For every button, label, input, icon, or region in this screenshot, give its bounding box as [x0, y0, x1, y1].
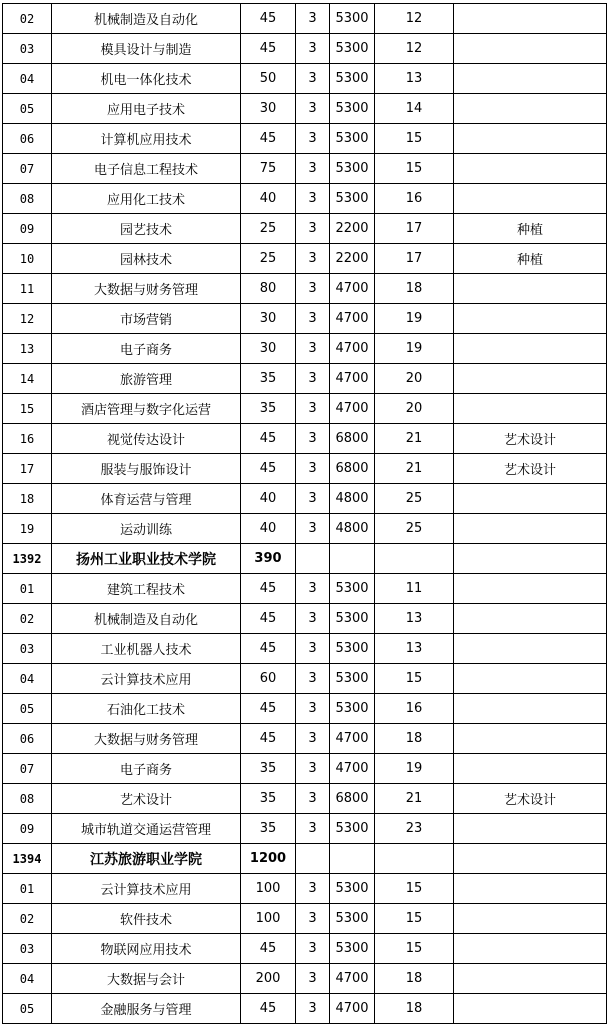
score-cell: 15	[375, 904, 454, 934]
plan-cell: 50	[241, 64, 296, 94]
years-cell: 3	[296, 604, 330, 634]
fee-cell: 5300	[330, 154, 375, 184]
code-cell: 12	[3, 304, 52, 334]
years-cell	[296, 544, 330, 574]
years-cell: 3	[296, 244, 330, 274]
fee-cell: 5300	[330, 64, 375, 94]
years-cell: 3	[296, 454, 330, 484]
name-cell: 城市轨道交通运营管理	[52, 814, 241, 844]
table-row	[3, 34, 607, 64]
fee-cell: 5300	[330, 574, 375, 604]
fee-cell: 4700	[330, 994, 375, 1024]
code-cell: 08	[3, 784, 52, 814]
table-row	[3, 814, 607, 844]
years-cell: 3	[296, 994, 330, 1024]
code-cell: 04	[3, 664, 52, 694]
note-cell	[454, 184, 607, 214]
fee-cell: 5300	[330, 874, 375, 904]
note-cell	[454, 124, 607, 154]
name-cell: 大数据与财务管理	[52, 274, 241, 304]
table-row	[3, 994, 607, 1024]
fee-cell: 6800	[330, 784, 375, 814]
plan-cell: 45	[241, 4, 296, 34]
enrollment-table	[2, 3, 607, 1024]
code-cell: 1392	[3, 544, 52, 574]
table-row	[3, 784, 607, 814]
plan-cell: 45	[241, 724, 296, 754]
table-row	[3, 964, 607, 994]
fee-cell	[330, 544, 375, 574]
fee-cell: 5300	[330, 664, 375, 694]
code-cell: 03	[3, 34, 52, 64]
table-row	[3, 514, 607, 544]
code-cell: 04	[3, 64, 52, 94]
fee-cell: 5300	[330, 934, 375, 964]
table-row	[3, 154, 607, 184]
note-cell	[454, 874, 607, 904]
name-cell: 园林技术	[52, 244, 241, 274]
code-cell: 02	[3, 4, 52, 34]
table-row	[3, 4, 607, 34]
name-cell: 计算机应用技术	[52, 124, 241, 154]
years-cell: 3	[296, 34, 330, 64]
table-row	[3, 694, 607, 724]
note-cell	[454, 274, 607, 304]
years-cell: 3	[296, 274, 330, 304]
table-row	[3, 184, 607, 214]
fee-cell: 4700	[330, 394, 375, 424]
code-cell: 09	[3, 814, 52, 844]
code-cell: 11	[3, 274, 52, 304]
years-cell: 3	[296, 754, 330, 784]
note-cell: 艺术设计	[454, 784, 607, 814]
score-cell: 25	[375, 484, 454, 514]
name-cell: 园艺技术	[52, 214, 241, 244]
plan-cell: 200	[241, 964, 296, 994]
years-cell: 3	[296, 514, 330, 544]
name-cell: 江苏旅游职业学院	[52, 844, 241, 874]
note-cell	[454, 814, 607, 844]
score-cell: 15	[375, 934, 454, 964]
table-row	[3, 664, 607, 694]
plan-cell: 35	[241, 754, 296, 784]
fee-cell: 2200	[330, 244, 375, 274]
score-cell: 17	[375, 244, 454, 274]
score-cell: 17	[375, 214, 454, 244]
score-cell: 19	[375, 304, 454, 334]
score-cell: 21	[375, 424, 454, 454]
name-cell: 市场营销	[52, 304, 241, 334]
plan-cell: 25	[241, 244, 296, 274]
code-cell: 03	[3, 934, 52, 964]
years-cell: 3	[296, 934, 330, 964]
name-cell: 机械制造及自动化	[52, 604, 241, 634]
note-cell	[454, 484, 607, 514]
score-cell: 16	[375, 694, 454, 724]
code-cell: 05	[3, 94, 52, 124]
name-cell: 应用化工技术	[52, 184, 241, 214]
fee-cell: 5300	[330, 904, 375, 934]
score-cell: 20	[375, 364, 454, 394]
score-cell: 12	[375, 4, 454, 34]
plan-cell: 40	[241, 184, 296, 214]
plan-cell: 45	[241, 454, 296, 484]
name-cell: 运动训练	[52, 514, 241, 544]
table-row	[3, 334, 607, 364]
table-row	[3, 754, 607, 784]
code-cell: 16	[3, 424, 52, 454]
code-cell: 01	[3, 574, 52, 604]
plan-cell: 100	[241, 904, 296, 934]
name-cell: 云计算技术应用	[52, 874, 241, 904]
code-cell: 08	[3, 184, 52, 214]
score-cell	[375, 544, 454, 574]
table-row	[3, 214, 607, 244]
code-cell: 07	[3, 754, 52, 784]
fee-cell: 5300	[330, 604, 375, 634]
note-cell	[454, 934, 607, 964]
years-cell: 3	[296, 94, 330, 124]
score-cell: 13	[375, 634, 454, 664]
name-cell: 大数据与财务管理	[52, 724, 241, 754]
years-cell: 3	[296, 4, 330, 34]
years-cell: 3	[296, 694, 330, 724]
code-cell: 03	[3, 634, 52, 664]
code-cell: 1394	[3, 844, 52, 874]
code-cell: 13	[3, 334, 52, 364]
name-cell: 体育运营与管理	[52, 484, 241, 514]
code-cell: 02	[3, 604, 52, 634]
note-cell: 艺术设计	[454, 424, 607, 454]
code-cell: 09	[3, 214, 52, 244]
plan-cell: 30	[241, 334, 296, 364]
plan-cell: 75	[241, 154, 296, 184]
score-cell: 14	[375, 94, 454, 124]
school-row	[3, 844, 607, 874]
table-row	[3, 364, 607, 394]
table-row	[3, 454, 607, 484]
score-cell: 18	[375, 964, 454, 994]
fee-cell	[330, 844, 375, 874]
plan-cell: 100	[241, 874, 296, 904]
plan-cell: 45	[241, 694, 296, 724]
table-row	[3, 424, 607, 454]
table-row	[3, 724, 607, 754]
years-cell: 3	[296, 304, 330, 334]
plan-cell: 45	[241, 604, 296, 634]
note-cell	[454, 994, 607, 1024]
name-cell: 酒店管理与数字化运营	[52, 394, 241, 424]
plan-cell: 45	[241, 994, 296, 1024]
name-cell: 金融服务与管理	[52, 994, 241, 1024]
code-cell: 14	[3, 364, 52, 394]
score-cell	[375, 844, 454, 874]
years-cell: 3	[296, 64, 330, 94]
score-cell: 19	[375, 754, 454, 784]
note-cell	[454, 664, 607, 694]
name-cell: 云计算技术应用	[52, 664, 241, 694]
years-cell: 3	[296, 124, 330, 154]
fee-cell: 5300	[330, 34, 375, 64]
years-cell: 3	[296, 724, 330, 754]
years-cell: 3	[296, 334, 330, 364]
score-cell: 18	[375, 724, 454, 754]
score-cell: 12	[375, 34, 454, 64]
note-cell	[454, 754, 607, 784]
table-row	[3, 304, 607, 334]
fee-cell: 4700	[330, 274, 375, 304]
years-cell: 3	[296, 634, 330, 664]
plan-cell: 60	[241, 664, 296, 694]
score-cell: 20	[375, 394, 454, 424]
score-cell: 16	[375, 184, 454, 214]
name-cell: 电子商务	[52, 754, 241, 784]
fee-cell: 5300	[330, 124, 375, 154]
note-cell	[454, 964, 607, 994]
name-cell: 物联网应用技术	[52, 934, 241, 964]
years-cell: 3	[296, 814, 330, 844]
fee-cell: 5300	[330, 814, 375, 844]
plan-cell: 390	[241, 544, 296, 574]
years-cell: 3	[296, 154, 330, 184]
plan-cell: 35	[241, 364, 296, 394]
note-cell	[454, 604, 607, 634]
note-cell	[454, 634, 607, 664]
score-cell: 13	[375, 604, 454, 634]
years-cell: 3	[296, 664, 330, 694]
note-cell	[454, 4, 607, 34]
years-cell: 3	[296, 424, 330, 454]
plan-cell: 30	[241, 304, 296, 334]
name-cell: 扬州工业职业技术学院	[52, 544, 241, 574]
name-cell: 工业机器人技术	[52, 634, 241, 664]
fee-cell: 4800	[330, 514, 375, 544]
fee-cell: 4800	[330, 484, 375, 514]
table-row	[3, 244, 607, 274]
score-cell: 21	[375, 784, 454, 814]
fee-cell: 4700	[330, 304, 375, 334]
score-cell: 18	[375, 994, 454, 1024]
years-cell: 3	[296, 214, 330, 244]
name-cell: 电子信息工程技术	[52, 154, 241, 184]
score-cell: 11	[375, 574, 454, 604]
table-row	[3, 124, 607, 154]
fee-cell: 4700	[330, 964, 375, 994]
table-row	[3, 64, 607, 94]
name-cell: 服装与服饰设计	[52, 454, 241, 484]
note-cell: 种植	[454, 244, 607, 274]
code-cell: 19	[3, 514, 52, 544]
score-cell: 15	[375, 874, 454, 904]
score-cell: 18	[375, 274, 454, 304]
table-row	[3, 274, 607, 304]
score-cell: 21	[375, 454, 454, 484]
plan-cell: 25	[241, 214, 296, 244]
table-body	[3, 4, 607, 1024]
name-cell: 电子商务	[52, 334, 241, 364]
fee-cell: 2200	[330, 214, 375, 244]
table-row	[3, 94, 607, 124]
name-cell: 建筑工程技术	[52, 574, 241, 604]
fee-cell: 5300	[330, 634, 375, 664]
note-cell	[454, 514, 607, 544]
note-cell	[454, 844, 607, 874]
years-cell: 3	[296, 364, 330, 394]
fee-cell: 5300	[330, 4, 375, 34]
code-cell: 02	[3, 904, 52, 934]
plan-cell: 45	[241, 574, 296, 604]
years-cell: 3	[296, 964, 330, 994]
plan-cell: 35	[241, 394, 296, 424]
name-cell: 视觉传达设计	[52, 424, 241, 454]
note-cell	[454, 64, 607, 94]
note-cell	[454, 694, 607, 724]
plan-cell: 80	[241, 274, 296, 304]
years-cell: 3	[296, 904, 330, 934]
code-cell: 01	[3, 874, 52, 904]
note-cell	[454, 364, 607, 394]
note-cell	[454, 34, 607, 64]
code-cell: 04	[3, 964, 52, 994]
plan-cell: 45	[241, 934, 296, 964]
plan-cell: 1200	[241, 844, 296, 874]
fee-cell: 5300	[330, 94, 375, 124]
fee-cell: 4700	[330, 364, 375, 394]
code-cell: 05	[3, 994, 52, 1024]
score-cell: 23	[375, 814, 454, 844]
name-cell: 大数据与会计	[52, 964, 241, 994]
note-cell	[454, 394, 607, 424]
table-row	[3, 574, 607, 604]
table-row	[3, 634, 607, 664]
score-cell: 15	[375, 154, 454, 184]
table-row	[3, 484, 607, 514]
note-cell	[454, 574, 607, 604]
plan-cell: 45	[241, 634, 296, 664]
fee-cell: 5300	[330, 694, 375, 724]
fee-cell: 4700	[330, 754, 375, 784]
fee-cell: 4700	[330, 334, 375, 364]
score-cell: 25	[375, 514, 454, 544]
years-cell: 3	[296, 484, 330, 514]
note-cell	[454, 724, 607, 754]
years-cell: 3	[296, 784, 330, 814]
code-cell: 18	[3, 484, 52, 514]
fee-cell: 6800	[330, 424, 375, 454]
fee-cell: 4700	[330, 724, 375, 754]
years-cell	[296, 844, 330, 874]
plan-cell: 45	[241, 124, 296, 154]
note-cell	[454, 544, 607, 574]
years-cell: 3	[296, 184, 330, 214]
note-cell	[454, 304, 607, 334]
plan-cell: 40	[241, 484, 296, 514]
plan-cell: 45	[241, 34, 296, 64]
fee-cell: 5300	[330, 184, 375, 214]
code-cell: 15	[3, 394, 52, 424]
table-row	[3, 604, 607, 634]
fee-cell: 6800	[330, 454, 375, 484]
code-cell: 05	[3, 694, 52, 724]
code-cell: 06	[3, 124, 52, 154]
note-cell	[454, 334, 607, 364]
name-cell: 软件技术	[52, 904, 241, 934]
table-row	[3, 394, 607, 424]
years-cell: 3	[296, 874, 330, 904]
score-cell: 19	[375, 334, 454, 364]
plan-cell: 35	[241, 814, 296, 844]
name-cell: 模具设计与制造	[52, 34, 241, 64]
table-row	[3, 904, 607, 934]
code-cell: 17	[3, 454, 52, 484]
score-cell: 13	[375, 64, 454, 94]
code-cell: 10	[3, 244, 52, 274]
plan-cell: 30	[241, 94, 296, 124]
plan-cell: 40	[241, 514, 296, 544]
code-cell: 07	[3, 154, 52, 184]
years-cell: 3	[296, 574, 330, 604]
note-cell	[454, 154, 607, 184]
note-cell	[454, 94, 607, 124]
name-cell: 应用电子技术	[52, 94, 241, 124]
note-cell	[454, 904, 607, 934]
name-cell: 石油化工技术	[52, 694, 241, 724]
code-cell: 06	[3, 724, 52, 754]
name-cell: 机械制造及自动化	[52, 4, 241, 34]
score-cell: 15	[375, 664, 454, 694]
name-cell: 旅游管理	[52, 364, 241, 394]
name-cell: 艺术设计	[52, 784, 241, 814]
plan-cell: 35	[241, 784, 296, 814]
name-cell: 机电一体化技术	[52, 64, 241, 94]
table-row	[3, 934, 607, 964]
score-cell: 15	[375, 124, 454, 154]
note-cell: 艺术设计	[454, 454, 607, 484]
years-cell: 3	[296, 394, 330, 424]
plan-cell: 45	[241, 424, 296, 454]
table-row	[3, 874, 607, 904]
note-cell: 种植	[454, 214, 607, 244]
school-row	[3, 544, 607, 574]
